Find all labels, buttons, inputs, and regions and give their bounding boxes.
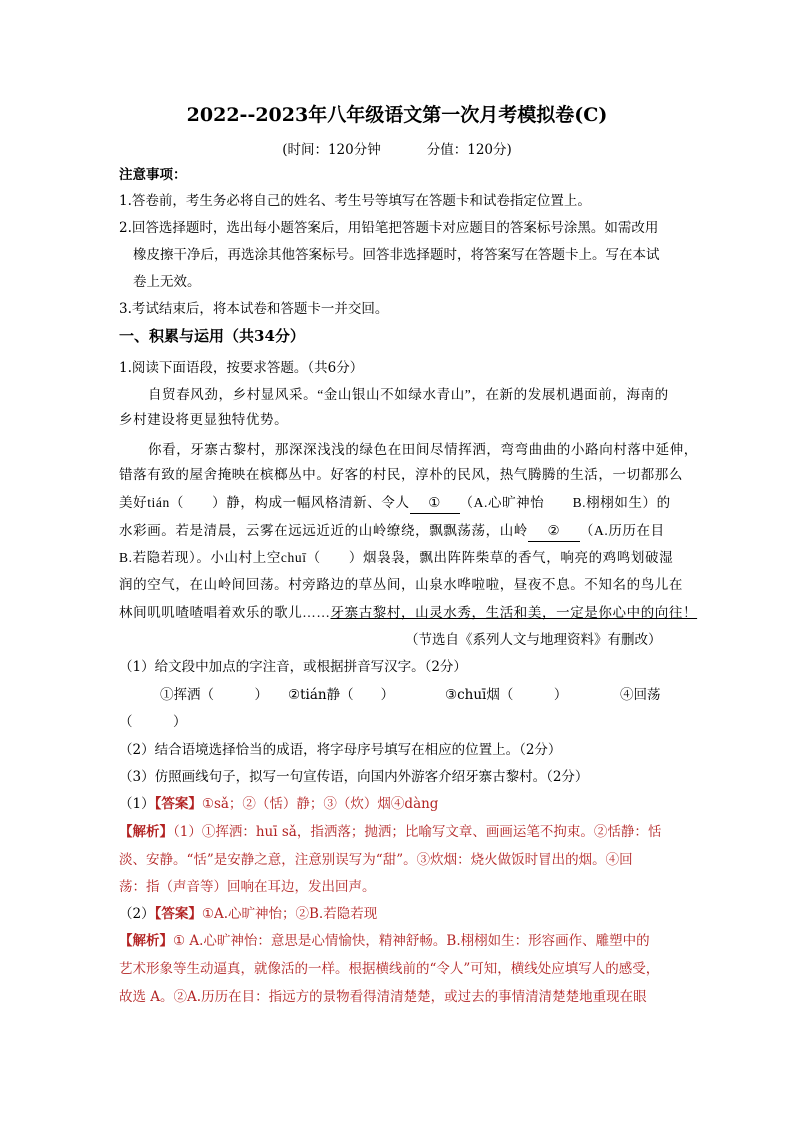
answer-text: ①A.心旷神怡；②B.若隐若现 [201, 906, 378, 922]
explanation-text: （1）①挥洒：huī sǎ，指洒落；抛洒；比喻写文章、画画运笔不拘束。②恬静：恬 [173, 824, 662, 840]
sub-option: （ ） [119, 714, 187, 730]
answer-line [119, 794, 438, 814]
sub-option: ③chuī烟（ ） [445, 687, 568, 703]
passage-line: 错落有致的屋舍掩映在槟榔丛中。好客的村民，淳朴的民风，热气腾腾的生活，一切都那么 [119, 467, 683, 482]
passage-text: （A.心旷神怡 B.栩栩如生）的 [459, 495, 671, 510]
explanation-tag: 【解析】 [119, 933, 173, 949]
sub-option: ②tián静（ ） [288, 687, 395, 703]
explanation-line: 淡、安静。“恬”是安静之意，注意别误写为“甜”。③炊烟：烧火做饭时冒出的烟。④回 [119, 852, 633, 868]
section-heading: 一、积累与运用（共34分） [119, 327, 305, 345]
answer-text: ①sǎ；②（恬）静；③（炊）烟④dàng [201, 796, 439, 812]
notice-item: 2.回答选择题时，选出每小题答案后，用铅笔把答题卡对应题目的答案标号涂黑。如需改用 [119, 220, 659, 236]
passage-line: 自贸春风劲，乡村显风采。“金山银山不如绿水青山”，在新的发展机遇面前，海南的 [148, 387, 669, 402]
notice-item: 3.考试结束后，将本试卷和答题卡一并交回。 [119, 301, 389, 317]
sub-question: （3）仿照画线句子，拟写一句宣传语，向国内外游客介绍牙寨古黎村。（2分） [119, 769, 589, 785]
explanation-line [119, 822, 661, 842]
notice-heading: 注意事项： [119, 167, 187, 183]
explanation-tag: 【解析】 [119, 824, 173, 840]
answer-prefix: （2） [119, 906, 155, 922]
passage-line [119, 521, 665, 542]
answer-line [119, 904, 377, 924]
sub-option: ④回荡 [620, 687, 661, 703]
explanation-text: ① A.心旷神怡：意思是心情愉快，精神舒畅。B.栩栩如生：形容画作、雕塑中的 [173, 933, 650, 949]
passage-line: 润的空气，在山岭间回荡。村旁路边的草丛间，山泉水哗啦啦，昼夜不息。不知名的鸟儿在 [119, 577, 683, 592]
explanation-line: 故选 A。②A.历历在目：指远方的景物看得清清楚楚，或过去的事情清清楚楚地重现在眼 [119, 989, 647, 1005]
sub-question: （2）结合语境选择恰当的成语，将字母序号填写在相应的位置上。（2分） [119, 742, 562, 758]
underlined-sentence: 牙寨古黎村，山灵水秀，生活和美，一定是你心中的向往！ [330, 605, 698, 620]
exam-title: 2022--2023年八年级语文第一次月考模拟卷(C) [186, 104, 608, 126]
notice-item: 橡皮擦干净后，再选涂其他答案标号。回答非选择题时，将答案写在答题卡上。写在本试 [133, 247, 660, 263]
notice-item: 1.答卷前，考生务必将自己的姓名、考生号等填写在答题卡和试卷指定位置上。 [119, 193, 591, 209]
sub-question: （1）给文段中加点的字注音，或根据拼音写汉字。（2分） [119, 659, 467, 675]
explanation-line: 荡：指（声音等）回响在耳边，发出回声。 [119, 879, 376, 895]
answer-tag: 【答案】 [154, 906, 202, 922]
exam-time: (时间：120分钟 [282, 142, 381, 158]
passage-text: 水彩画。若是清晨，云雾在远远近近的山岭缭绕，飘飘荡荡，山岭 [119, 523, 528, 538]
passage-line: B.若隐若现）。小山村上空chuī（ ）烟袅袅，飘出阵阵柴草的香气，响亮的鸡鸣划破湿 [119, 550, 674, 565]
exam-meta [0, 138, 794, 158]
passage-source: （节选自《系列人文与地理资料》有删改） [405, 632, 662, 648]
answer-prefix: （1） [119, 796, 155, 812]
answer-blank-2[interactable]: ② [528, 521, 580, 542]
passage-line: 乡村建设将更显独特优势。 [119, 412, 289, 427]
passage-line: 你看，牙寨古黎村，那深深浅浅的绿色在田间尽情挥洒，弯弯曲曲的小路向村落中延伸， [148, 442, 698, 457]
passage-text: （A.历历在目 [579, 523, 665, 538]
notice-item: 卷上无效。 [133, 274, 201, 290]
answer-blank-1[interactable]: ① [410, 493, 460, 514]
passage-line [119, 493, 671, 514]
answer-tag: 【答案】 [154, 796, 202, 812]
passage-text: 林间叽叽喳喳唱着欢乐的歌儿…… [119, 605, 331, 620]
exam-score: 分值：120分) [426, 142, 512, 158]
passage-line [119, 603, 697, 623]
passage-text: 美好tián（ ）静，构成一幅风格清新、令人 [119, 495, 410, 510]
explanation-line [119, 931, 650, 951]
explanation-line: 艺术形象等生动逼真，就像活的一样。根据横线前的“令人”可知，横线处应填写人的感受， [119, 961, 660, 977]
question-stem: 1.阅读下面语段，按要求答题。（共6分） [119, 360, 364, 376]
sub-option: ①挥洒（ ） [160, 687, 268, 703]
